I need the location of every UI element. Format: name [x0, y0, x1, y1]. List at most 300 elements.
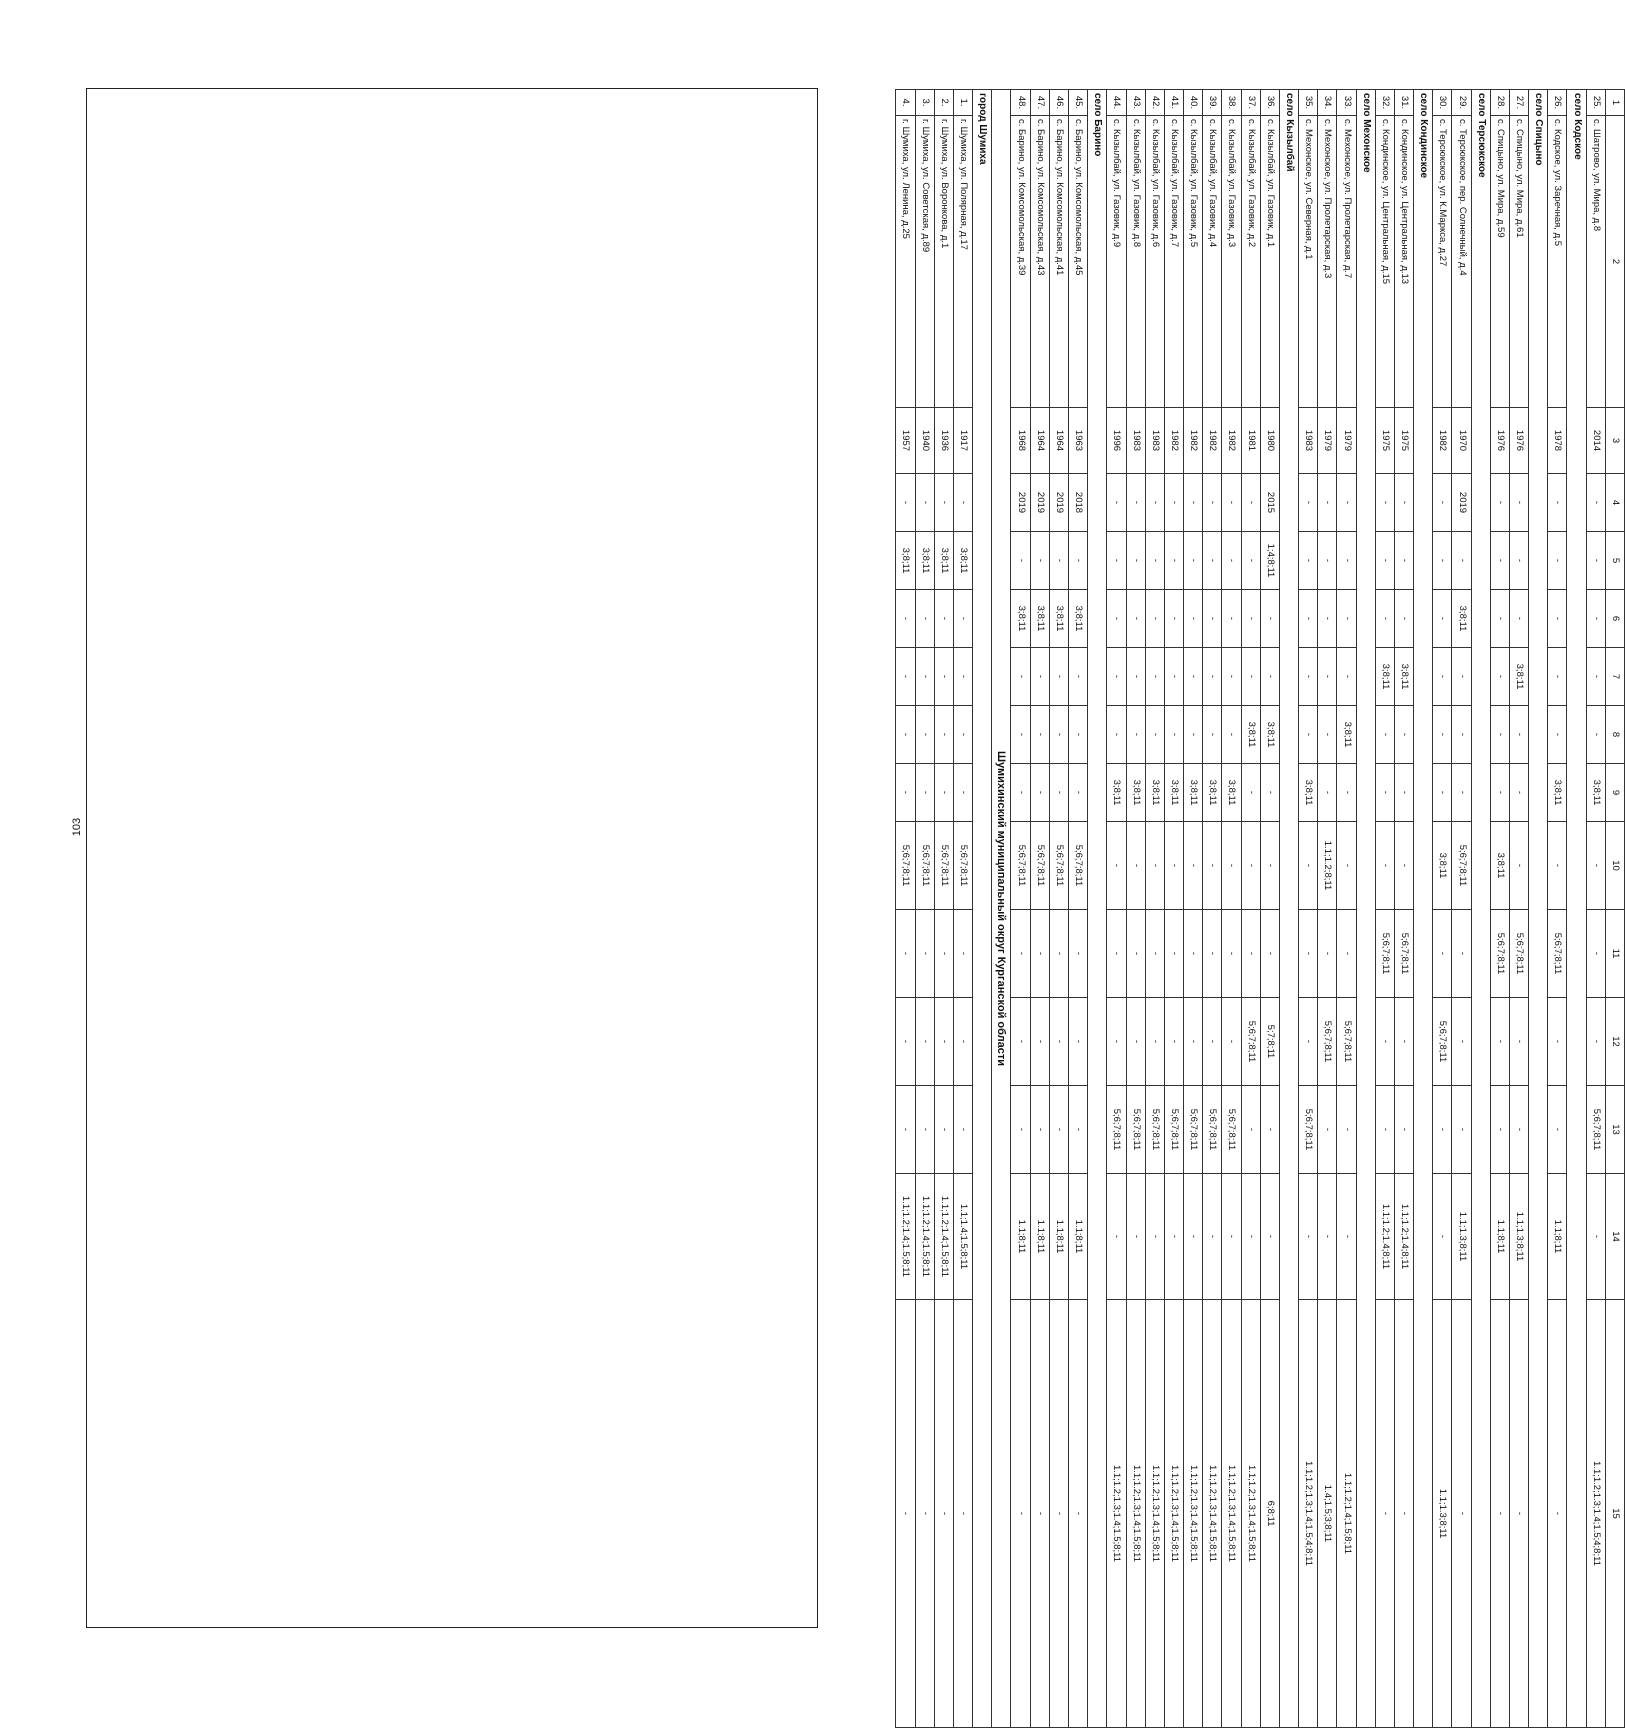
table-row	[1145, 90, 1164, 1728]
table-cell: -	[1126, 532, 1145, 590]
table-cell: -	[1394, 822, 1413, 910]
table-cell: 3;8;11	[1241, 706, 1260, 764]
table-cell: -	[1433, 532, 1452, 590]
table-cell: 3;8;11	[1548, 764, 1567, 822]
table-cell: -	[1011, 910, 1030, 998]
table-cell: 28.	[1490, 90, 1509, 116]
table-cell: 1983	[1126, 408, 1145, 474]
table-cell: -	[1586, 998, 1605, 1086]
table-cell: 3;8;11	[1049, 590, 1068, 648]
table-cell: -	[1586, 532, 1605, 590]
table-cell: -	[1126, 474, 1145, 532]
table-cell: -	[1490, 532, 1509, 590]
table-cell: -	[1299, 648, 1318, 706]
table-cell: -	[1394, 998, 1413, 1086]
table-cell: -	[1164, 1174, 1183, 1300]
table-cell: -	[1433, 706, 1452, 764]
table-cell: -	[1299, 590, 1318, 648]
table-cell: -	[1030, 910, 1049, 998]
table-cell: -	[1337, 474, 1356, 532]
table-cell: -	[953, 998, 972, 1086]
rotated-table-wrapper	[895, 89, 1625, 1627]
table-cell: с. Барино, ул. Комсомольская, д.45	[1069, 116, 1088, 408]
table-cell: -	[896, 910, 916, 998]
table-cell: -	[1011, 1300, 1030, 1728]
table-cell: 27.	[1509, 90, 1528, 116]
table-cell: с. Кызылбай, ул. Газовик, д.6	[1145, 116, 1164, 408]
table-cell: -	[1184, 590, 1203, 648]
table-cell: -	[1318, 648, 1337, 706]
table-cell: -	[1049, 764, 1068, 822]
table-cell: 46.	[1049, 90, 1068, 116]
table-cell: -	[1337, 648, 1356, 706]
table-cell: -	[1241, 822, 1260, 910]
table-cell: 1982	[1184, 408, 1203, 474]
table-cell: -	[1318, 910, 1337, 998]
table-cell: -	[915, 648, 934, 706]
table-cell: 38.	[1222, 90, 1241, 116]
table-cell: 30.	[1433, 90, 1452, 116]
housing-table	[895, 89, 1625, 1728]
table-cell: -	[1433, 474, 1452, 532]
table-cell: -	[1548, 532, 1567, 590]
table-cell: -	[1318, 474, 1337, 532]
table-cell: 1.1;1.2;1.3;1.4;1.5;8;11	[1126, 1300, 1145, 1728]
table-cell: -	[1394, 532, 1413, 590]
table-cell: -	[1164, 998, 1183, 1086]
table-cell: -	[1241, 474, 1260, 532]
table-cell: 1.1;1.2;1.4;8;11	[1394, 1174, 1413, 1300]
table-cell: -	[1299, 822, 1318, 910]
table-row	[1394, 90, 1413, 1728]
table-cell: -	[1069, 1300, 1088, 1728]
settlement-heading-row	[1567, 90, 1586, 1728]
page-number: 103	[71, 817, 83, 837]
table-row	[1241, 90, 1260, 1728]
table-cell: -	[1452, 1086, 1471, 1174]
table-cell: -	[1490, 1086, 1509, 1174]
table-cell: 5;6;7;8;11	[934, 822, 953, 910]
table-cell: -	[1394, 590, 1413, 648]
table-cell: -	[1490, 590, 1509, 648]
table-cell: -	[953, 910, 972, 998]
table-cell: -	[896, 998, 916, 1086]
table-cell: -	[1011, 532, 1030, 590]
table-cell: с. Кондинское, ул. Центральная, д.15	[1375, 116, 1394, 408]
table-cell: -	[1203, 532, 1222, 590]
table-cell: 1917	[953, 408, 972, 474]
table-cell: 3;8;11	[896, 532, 916, 590]
table-cell: -	[1509, 1086, 1528, 1174]
table-cell: 2019	[1452, 474, 1471, 532]
table-cell: -	[934, 474, 953, 532]
table-cell: -	[1203, 822, 1222, 910]
table-cell: -	[1241, 532, 1260, 590]
table-cell: -	[1107, 910, 1126, 998]
table-cell: -	[1241, 764, 1260, 822]
table-cell: -	[1145, 910, 1164, 998]
table-cell: -	[1433, 764, 1452, 822]
table-cell: 1.1;8;11	[1011, 1174, 1030, 1300]
district-heading: Шумихинский муниципальный округ Курганской области	[992, 90, 1011, 1728]
table-cell: -	[1548, 998, 1567, 1086]
table-cell: -	[1586, 1174, 1605, 1300]
table-cell: -	[1184, 910, 1203, 998]
table-cell: -	[1548, 1086, 1567, 1174]
table-row	[1184, 90, 1203, 1728]
table-cell: -	[934, 1300, 953, 1728]
table-cell: 1975	[1394, 408, 1413, 474]
table-cell: -	[1260, 590, 1279, 648]
settlement-heading: город Шумиха	[973, 90, 992, 1728]
table-cell: 1.1;1.3;8;11	[1452, 1174, 1471, 1300]
table-cell: -	[1375, 532, 1394, 590]
table-cell: -	[1107, 474, 1126, 532]
table-cell: с. Спицыно, ул. Мира, д.61	[1509, 116, 1528, 408]
table-cell: -	[1586, 590, 1605, 648]
table-cell: -	[1299, 998, 1318, 1086]
table-cell: -	[1375, 1086, 1394, 1174]
table-cell: 5;6;7;8;11	[1586, 1086, 1605, 1174]
table-row	[1452, 90, 1471, 1728]
table-cell: -	[1394, 1086, 1413, 1174]
table-cell: 5;7;8;11	[1260, 998, 1279, 1086]
table-cell: -	[1164, 706, 1183, 764]
table-cell: -	[1509, 822, 1528, 910]
table-cell: 47.	[1030, 90, 1049, 116]
table-row	[1375, 90, 1394, 1728]
table-cell: 1976	[1490, 408, 1509, 474]
table-row	[1318, 90, 1337, 1728]
table-cell: -	[1509, 1300, 1528, 1728]
table-cell: -	[1164, 474, 1183, 532]
table-cell: 5;6;7;8;11	[1433, 998, 1452, 1086]
table-cell: 5;6;7;8;11	[1452, 822, 1471, 910]
table-cell: 1.1;8;11	[1490, 1174, 1509, 1300]
table-row	[953, 90, 972, 1728]
table-cell: -	[1011, 706, 1030, 764]
table-cell: -	[1011, 1086, 1030, 1174]
table-cell: с. Кызылбай, ул. Газовик, д.4	[1203, 116, 1222, 408]
table-cell: -	[934, 706, 953, 764]
table-row	[1126, 90, 1145, 1728]
table-cell: -	[934, 764, 953, 822]
table-cell: 2018	[1069, 474, 1088, 532]
table-cell: 1.1;8;11	[1548, 1174, 1567, 1300]
table-cell: 3;8;11	[915, 532, 934, 590]
table-cell: -	[1548, 1300, 1567, 1728]
table-cell: -	[1433, 1086, 1452, 1174]
table-cell: -	[1107, 706, 1126, 764]
table-cell: 1975	[1375, 408, 1394, 474]
district-heading-row	[992, 90, 1011, 1728]
table-row	[1164, 90, 1183, 1728]
table-cell: 1.1;8;11	[1069, 1174, 1088, 1300]
settlement-heading: село Кодское	[1567, 90, 1586, 1728]
table-cell: -	[1203, 706, 1222, 764]
table-cell: с. Кызылбай, ул. Газовик, д.5	[1184, 116, 1203, 408]
table-cell: -	[1337, 532, 1356, 590]
table-cell: -	[896, 590, 916, 648]
table-cell: 1.4;1.5;3;8;11	[1318, 1300, 1337, 1728]
column-number: 2	[1605, 116, 1624, 408]
table-cell: -	[1145, 1174, 1164, 1300]
table-cell: 3;8;11	[1069, 590, 1088, 648]
table-cell: -	[1490, 648, 1509, 706]
table-row	[1069, 90, 1088, 1728]
table-cell: -	[1145, 532, 1164, 590]
table-cell: -	[1030, 1086, 1049, 1174]
table-cell: -	[1433, 910, 1452, 998]
table-cell: 1.1;8;11	[1049, 1174, 1068, 1300]
table-cell: 32.	[1375, 90, 1394, 116]
table-cell: с. Кызылбай, ул. Газовик, д.8	[1126, 116, 1145, 408]
table-row	[1203, 90, 1222, 1728]
table-cell: 1.1;1.2;1.3;1.4;1.5;8;11	[1164, 1300, 1183, 1728]
table-cell: -	[896, 764, 916, 822]
table-cell: -	[1509, 474, 1528, 532]
table-cell: 1982	[1222, 408, 1241, 474]
table-cell: 5;6;7;8;11	[1145, 1086, 1164, 1174]
table-cell: 3;8;11	[1107, 764, 1126, 822]
table-cell: 45.	[1069, 90, 1088, 116]
table-cell: -	[1203, 998, 1222, 1086]
column-number: 6	[1605, 590, 1624, 648]
table-cell: -	[896, 706, 916, 764]
table-cell: 5;6;7;8;11	[1203, 1086, 1222, 1174]
table-cell: -	[1375, 706, 1394, 764]
table-cell: -	[1049, 532, 1068, 590]
table-cell: 5;6;7;8;11	[1490, 910, 1509, 998]
table-cell: 1.1;1.2;1.4;1.5;8;11	[1337, 1300, 1356, 1728]
table-cell: 1.1;1.2;1.3;1.4;1.5;8;11	[1203, 1300, 1222, 1728]
table-cell: -	[1260, 910, 1279, 998]
table-cell: -	[1222, 590, 1241, 648]
table-cell: 1.	[953, 90, 972, 116]
table-cell: 3;8;11	[953, 532, 972, 590]
table-cell: 1.1;1.3;8;11	[1509, 1174, 1528, 1300]
column-number: 4	[1605, 474, 1624, 532]
table-cell: -	[1337, 1086, 1356, 1174]
table-cell: 5;6;7;8;11	[1011, 822, 1030, 910]
table-cell: -	[1375, 590, 1394, 648]
table-cell: -	[1318, 1086, 1337, 1174]
table-cell: -	[1452, 910, 1471, 998]
table-cell: -	[1299, 1174, 1318, 1300]
table-cell: -	[1241, 590, 1260, 648]
table-cell: -	[1586, 648, 1605, 706]
table-cell: -	[1049, 706, 1068, 764]
table-cell: -	[1030, 706, 1049, 764]
table-cell: -	[1184, 532, 1203, 590]
table-cell: -	[1375, 998, 1394, 1086]
table-cell: -	[1394, 706, 1413, 764]
table-cell: 1982	[1164, 408, 1183, 474]
table-cell: 2.	[934, 90, 953, 116]
table-cell: 6;8;11	[1260, 1300, 1279, 1728]
settlement-heading: село Кондинское	[1414, 90, 1433, 1728]
table-cell: -	[1107, 998, 1126, 1086]
table-cell: 1976	[1509, 408, 1528, 474]
table-cell: 3;8;11	[1011, 590, 1030, 648]
table-cell: 31.	[1394, 90, 1413, 116]
column-number: 7	[1605, 648, 1624, 706]
table-cell: -	[1241, 1174, 1260, 1300]
table-cell: -	[1164, 532, 1183, 590]
settlement-heading-row	[1279, 90, 1298, 1728]
table-cell: -	[1145, 648, 1164, 706]
table-cell: -	[1394, 474, 1413, 532]
table-cell: 1964	[1049, 408, 1068, 474]
table-cell: -	[1375, 822, 1394, 910]
table-row	[1011, 90, 1030, 1728]
settlement-heading-row	[1471, 90, 1490, 1728]
table-cell: 1964	[1030, 408, 1049, 474]
table-cell: -	[1586, 474, 1605, 532]
table-cell: 1.1;8;11	[1030, 1174, 1049, 1300]
table-row	[1107, 90, 1126, 1728]
table-cell: 3;8;11	[1394, 648, 1413, 706]
table-cell: 3;8;11	[1203, 764, 1222, 822]
table-cell: -	[953, 590, 972, 648]
table-cell: -	[1049, 998, 1068, 1086]
settlement-heading: село Спицыно	[1529, 90, 1548, 1728]
table-cell: -	[1049, 648, 1068, 706]
table-cell: с. Барино, ул. Комсомольская, д.39	[1011, 116, 1030, 408]
table-cell: 5;6;7;8;11	[1164, 1086, 1183, 1174]
column-number: 14	[1605, 1174, 1624, 1300]
table-cell: 43.	[1126, 90, 1145, 116]
table-cell: -	[1241, 648, 1260, 706]
table-cell: 3;8;11	[1586, 764, 1605, 822]
table-cell: -	[915, 910, 934, 998]
table-cell: -	[1164, 590, 1183, 648]
header-row	[1605, 90, 1624, 1728]
table-cell: 3;8;11	[1299, 764, 1318, 822]
document-sheet	[86, 88, 1621, 1628]
table-cell: с. Кызылбай, ул. Газовик, д.7	[1164, 116, 1183, 408]
table-cell: -	[1241, 1086, 1260, 1174]
table-cell: г. Шумиха, ул. Полярная, д.17	[953, 116, 972, 408]
table-cell: -	[1222, 998, 1241, 1086]
table-cell: -	[953, 764, 972, 822]
table-cell: 25.	[1586, 90, 1605, 116]
table-cell: с. Кодское, ул. Заречная, д.5	[1548, 116, 1567, 408]
table-cell: 41.	[1164, 90, 1183, 116]
table-cell: 29.	[1452, 90, 1471, 116]
table-cell: -	[1260, 648, 1279, 706]
table-cell: -	[1433, 648, 1452, 706]
table-cell: 1;4;8;11	[1260, 532, 1279, 590]
table-cell: -	[1126, 910, 1145, 998]
table-cell: -	[1337, 1174, 1356, 1300]
table-cell: 33.	[1337, 90, 1356, 116]
table-cell: 1.1;1.2;8;11	[1318, 822, 1337, 910]
column-number: 10	[1605, 822, 1624, 910]
table-cell: -	[896, 648, 916, 706]
table-cell: -	[1030, 1300, 1049, 1728]
table-cell: -	[934, 998, 953, 1086]
table-cell: 48.	[1011, 90, 1030, 116]
table-row	[1030, 90, 1049, 1728]
table-cell: -	[1030, 998, 1049, 1086]
table-cell: -	[1107, 648, 1126, 706]
settlement-heading-row	[1529, 90, 1548, 1728]
table-cell: -	[1145, 590, 1164, 648]
table-cell: 1940	[915, 408, 934, 474]
table-cell: 1.1;1.2;1.3;1.4;1.5;4;8;11	[1299, 1300, 1318, 1728]
table-cell: -	[915, 590, 934, 648]
table-cell: 4.	[896, 90, 916, 116]
table-cell: 1983	[1299, 408, 1318, 474]
table-cell: -	[1452, 706, 1471, 764]
table-cell: 5;6;7;8;11	[1049, 822, 1068, 910]
table-cell: -	[1145, 822, 1164, 910]
table-cell: -	[1433, 1174, 1452, 1300]
table-row	[896, 90, 916, 1728]
table-cell: 1978	[1548, 408, 1567, 474]
table-cell: 3;8;11	[1433, 822, 1452, 910]
table-cell: -	[934, 590, 953, 648]
table-cell: -	[1548, 590, 1567, 648]
settlement-heading-row	[1414, 90, 1433, 1728]
table-cell: -	[1164, 822, 1183, 910]
table-cell: -	[1548, 706, 1567, 764]
table-cell: -	[1222, 648, 1241, 706]
table-cell: -	[1375, 764, 1394, 822]
table-cell: -	[1260, 764, 1279, 822]
table-cell: 1980	[1260, 408, 1279, 474]
table-cell: -	[1184, 822, 1203, 910]
table-cell: 2014	[1586, 408, 1605, 474]
table-cell: с. Кондинское, ул. Центральная, д.13	[1394, 116, 1413, 408]
table-cell: -	[1490, 998, 1509, 1086]
table-cell: 42.	[1145, 90, 1164, 116]
table-cell: с. Терсюкское, пер. Солнечный, д.4	[1452, 116, 1471, 408]
table-cell: -	[1394, 1300, 1413, 1728]
table-cell: 1.1;1.2;1.3;1.4;1.5;4;8;11	[1586, 1300, 1605, 1728]
table-cell: -	[1375, 474, 1394, 532]
table-cell: с. Кызылбай, ул. Газовик, д.2	[1241, 116, 1260, 408]
table-cell: 5;6;7;8;11	[953, 822, 972, 910]
table-cell: 5;6;7;8;11	[1069, 822, 1088, 910]
table-cell: 1957	[896, 408, 916, 474]
table-cell: -	[1069, 764, 1088, 822]
table-cell: -	[1203, 590, 1222, 648]
table-cell: 1.1;1.2;1.3;1.4;1.5;8;11	[1145, 1300, 1164, 1728]
table-cell: 1936	[934, 408, 953, 474]
table-cell: 1.1;1.2;1.3;1.4;1.5;8;11	[1184, 1300, 1203, 1728]
table-cell: г. Шумиха, ул. Воронкова, д.1	[934, 116, 953, 408]
table-cell: -	[934, 648, 953, 706]
table-row	[934, 90, 953, 1728]
table-cell: -	[1318, 590, 1337, 648]
table-row	[1490, 90, 1509, 1728]
table-cell: 1.1;1.2;1.4;1.5;8;11	[934, 1174, 953, 1300]
table-cell: с. Шатрово, ул. Мира, д.8	[1586, 116, 1605, 408]
table-cell: -	[896, 1300, 916, 1728]
table-cell: 34.	[1318, 90, 1337, 116]
table-cell: -	[1069, 706, 1088, 764]
table-cell: -	[1299, 474, 1318, 532]
table-cell: -	[1318, 532, 1337, 590]
table-cell: -	[1107, 532, 1126, 590]
table-cell: 1.1;1.2;1.4;1.5;8;11	[896, 1174, 916, 1300]
table-cell: 5;6;7;8;11	[896, 822, 916, 910]
table-cell: -	[953, 1086, 972, 1174]
settlement-heading: село Терсюкское	[1471, 90, 1490, 1728]
table-cell: -	[1490, 764, 1509, 822]
